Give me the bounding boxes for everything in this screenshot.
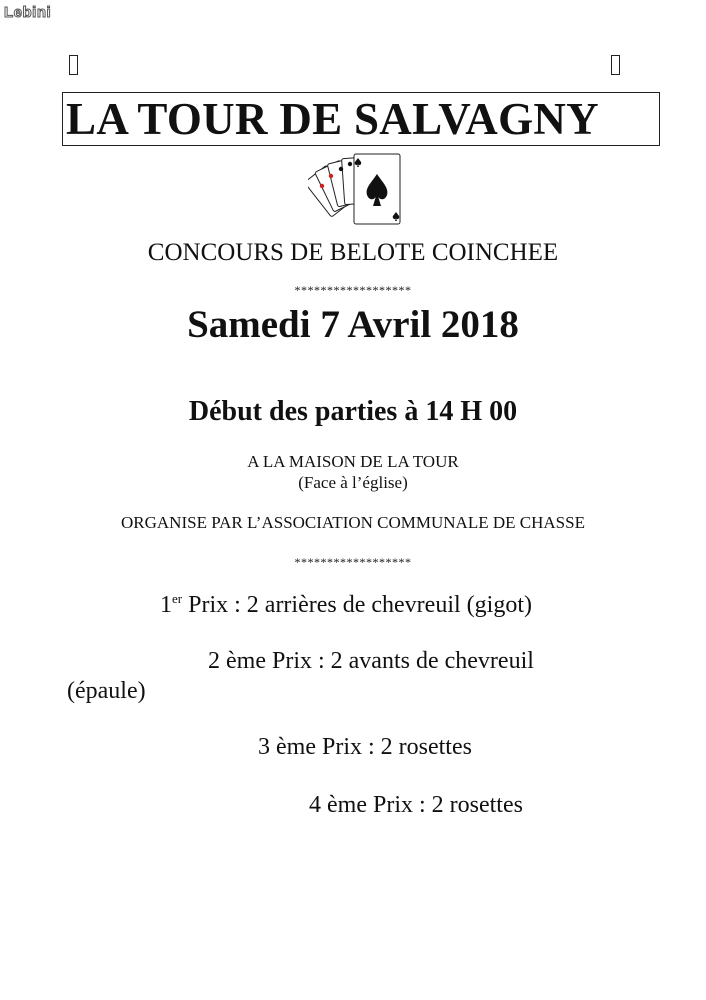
- prize-second: 2 ème Prix : 2 avants de chevreuil: [208, 648, 534, 674]
- prize-first-suffix: er: [172, 591, 183, 606]
- prize-first-text: Prix : 2 arrières de chevreuil (gigot): [182, 592, 532, 618]
- venue: A LA MAISON DE LA TOUR: [247, 452, 459, 471]
- prize-fourth: 4 ème Prix : 2 rosettes: [309, 792, 523, 818]
- prize-first: [160, 590, 532, 620]
- separator-stars-bottom: ******************: [294, 555, 412, 569]
- contest-name: CONCOURS DE BELOTE COINCHEE: [147, 239, 559, 266]
- page-title: LA TOUR DE SALVAGNY: [66, 94, 599, 144]
- prize-third: 3 ème Prix : 2 rosettes: [258, 734, 472, 760]
- event-date: Samedi 7 Avril 2018: [187, 303, 519, 346]
- prize-second-continuation: (épaule): [67, 678, 146, 704]
- prize-first-number: 1: [160, 592, 172, 618]
- playing-cards-icon: [308, 150, 416, 230]
- missing-glyph-icon-left: [69, 55, 78, 75]
- missing-glyph-icon-right: [611, 55, 620, 75]
- watermark-logo: Lebini: [4, 4, 52, 21]
- organizer: ORGANISE PAR L’ASSOCIATION COMMUNALE DE CHASSE: [121, 513, 585, 532]
- venue-detail: (Face à l’église): [298, 473, 408, 492]
- separator-stars-top: ******************: [294, 283, 412, 297]
- start-time: Début des parties à 14 H 00: [188, 396, 518, 427]
